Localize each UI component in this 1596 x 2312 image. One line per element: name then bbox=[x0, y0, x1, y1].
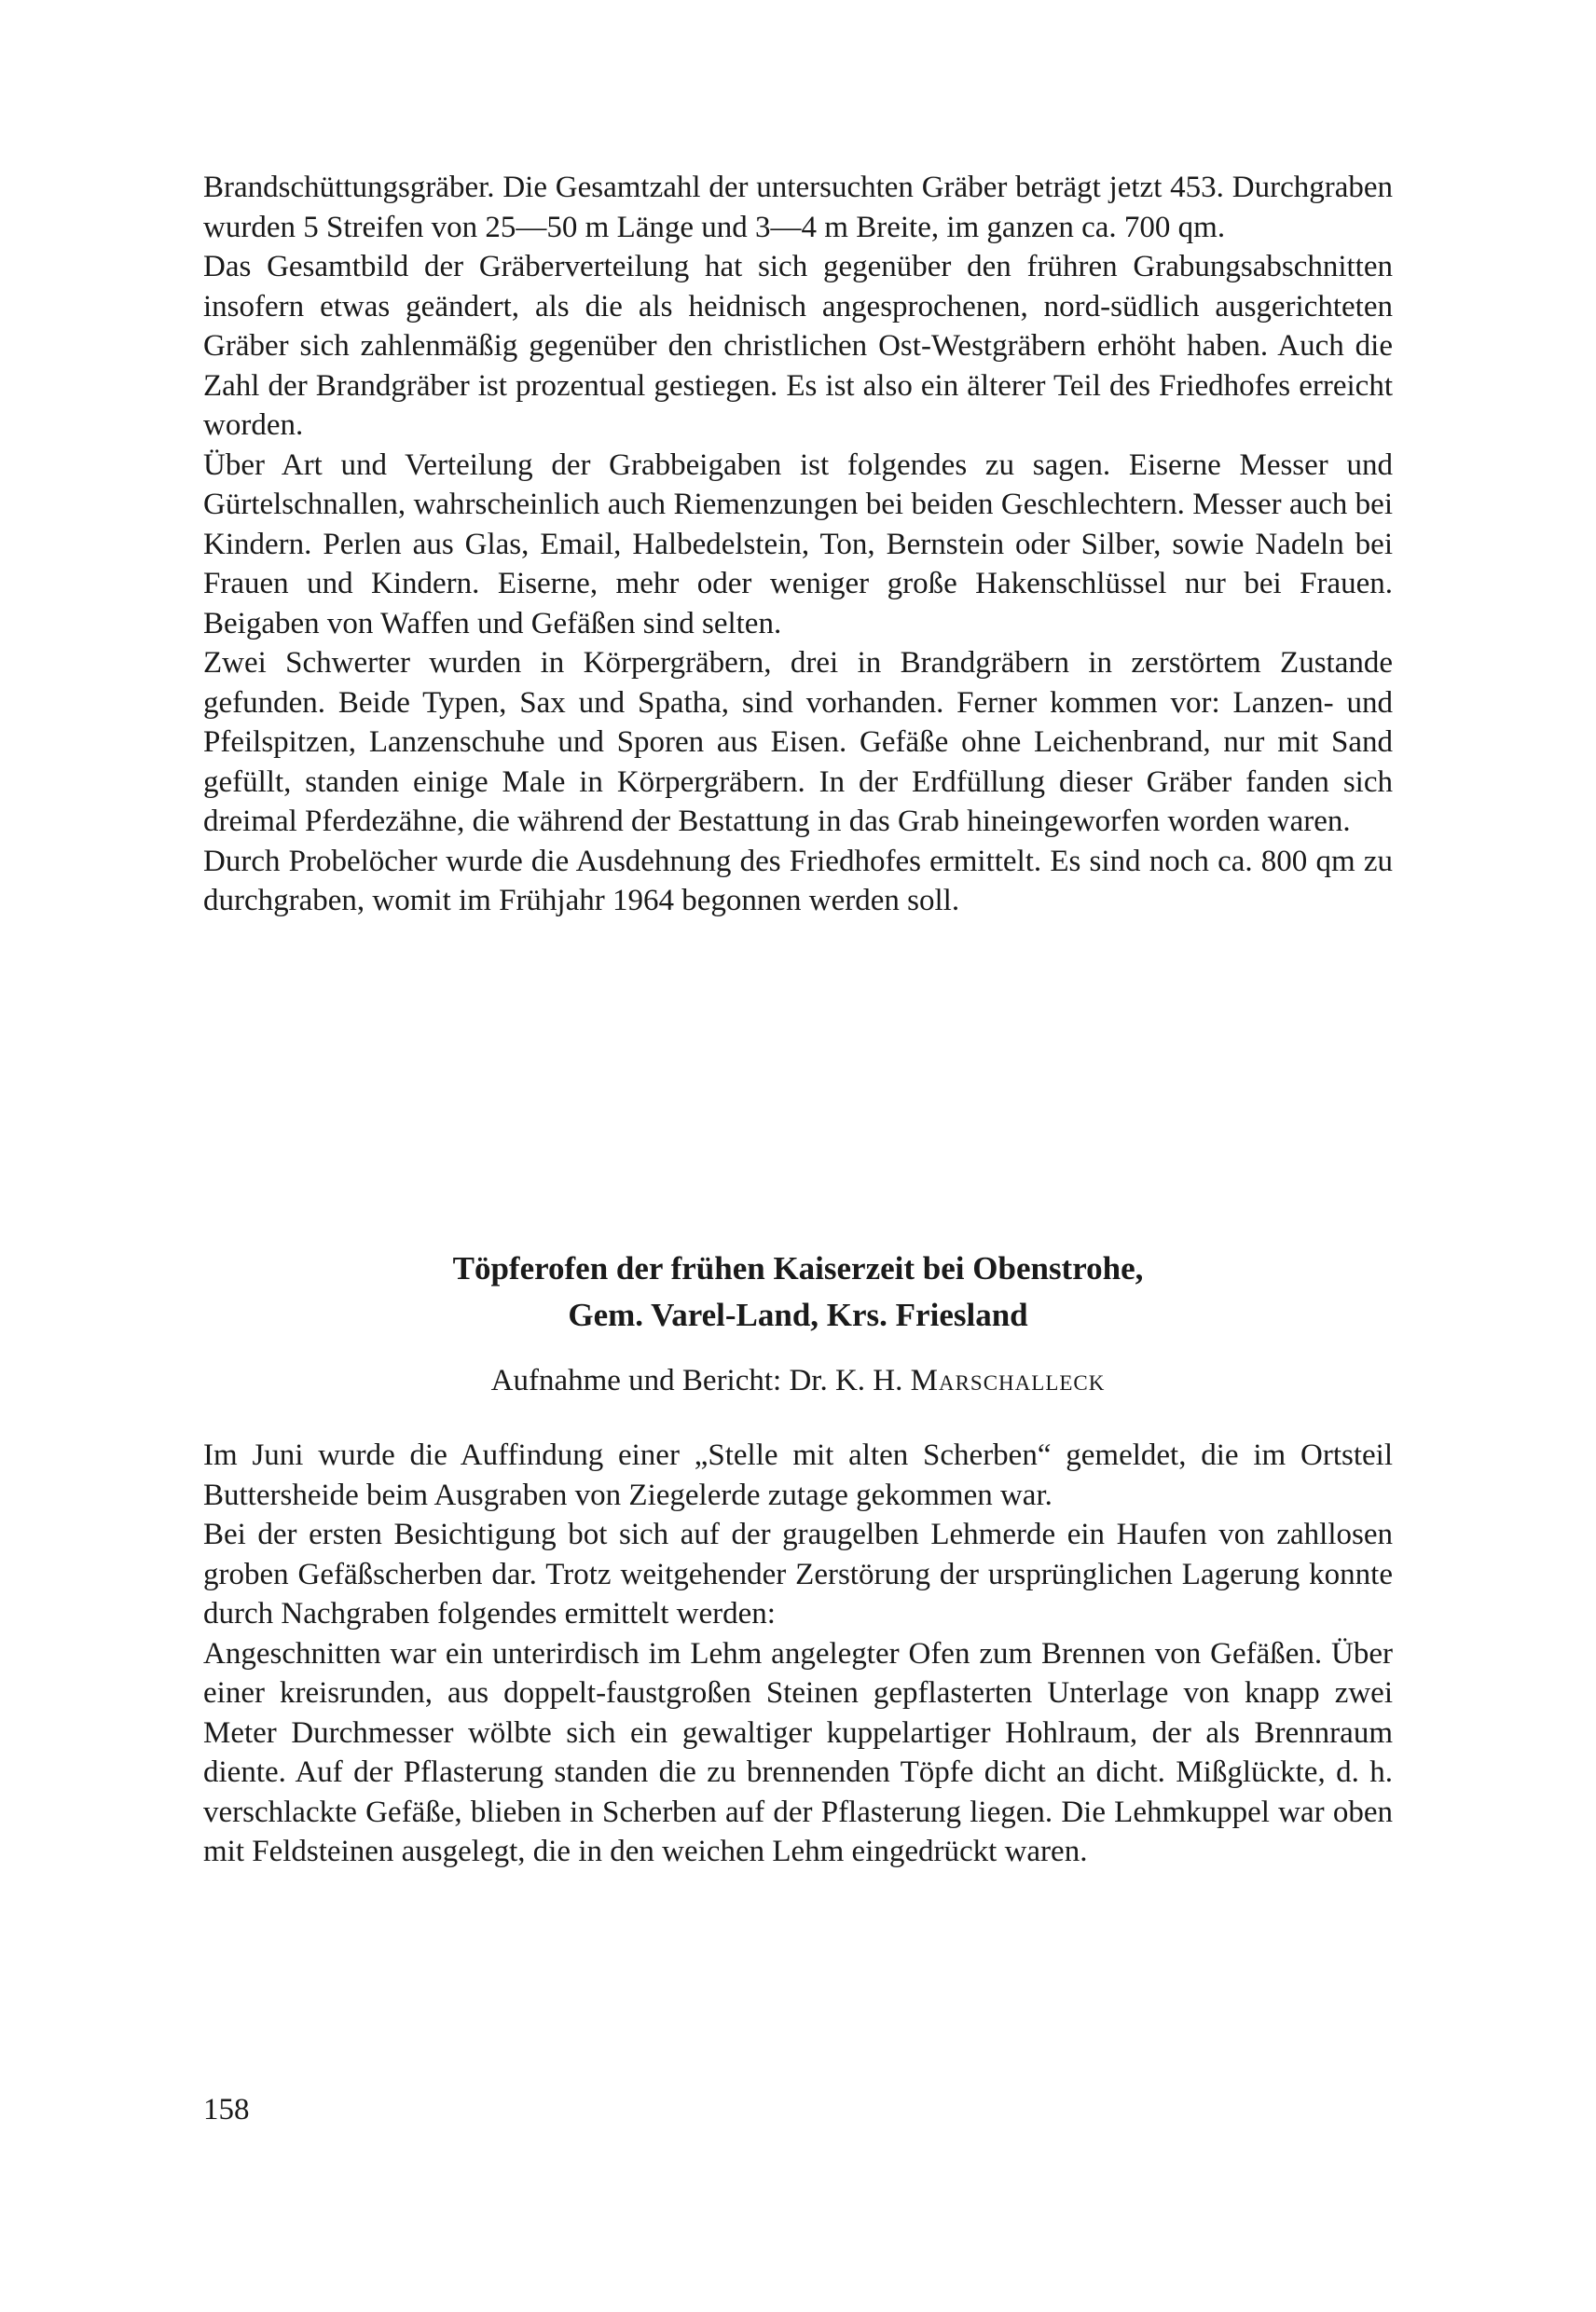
body-text-top bbox=[203, 168, 1393, 921]
paragraph: Durch Probelöcher wurde die Ausdehnung des Friedhofes ermittelt. Es sind noch ca. 800 qm zu durchgraben, womit im Frühjahr 1964 begonnen werden soll. bbox=[203, 844, 1393, 917]
byline-prefix: Aufnahme und Bericht: Dr. K. H. bbox=[490, 1364, 903, 1397]
paragraph: Angeschnitten war ein unterirdisch im Lehm angelegter Ofen zum Brennen von Gefäßen. Über einer kreisrunden, aus doppelt-faustgroßen Steinen gepflasterten Unterlage von knapp zwei Meter Durchmesser wölbte sich ein gewaltiger kuppelartiger Hohlraum, der als Brennraum diente. Auf der Pflasterung standen die zu brennenden Töpfe dicht an dicht. Mißglückte, d. h. verschlackte Gefäße, blieben in Scherben auf der Pflasterung liegen. Die Lehmkuppel war oben mit Feldsteinen ausgelegt, die in den weichen Lehm eingedrückt waren. bbox=[203, 1636, 1393, 1868]
section-heading bbox=[203, 1245, 1393, 1339]
paragraph: Im Juni wurde die Auffindung einer „Stelle mit alten Scherben“ gemeldet, die im Ortsteil Buttersheide beim Ausgraben von Ziegelerde zutage gekommen war. bbox=[203, 1438, 1393, 1512]
body-text-bottom bbox=[203, 1436, 1393, 1872]
section-heading-line: Gem. Varel-Land, Krs. Friesland bbox=[568, 1297, 1028, 1333]
paragraph: Das Gesamtbild der Gräberverteilung hat sich gegenüber den frühren Grabungsabschnitten insofern etwas geändert, als die als heidnisch angesprochenen, nord-südlich ausgerichteten Gräber sich zahlenmäßig gegenüber den christlichen Ost-Westgräbern erhöht haben. Auch die Zahl der Brandgräber ist prozentual gestiegen. Es ist also ein älterer Teil des Friedhofes erreicht worden. bbox=[203, 250, 1393, 442]
page-number: 158 bbox=[203, 2093, 250, 2126]
byline-author: Marschalleck bbox=[910, 1364, 1106, 1397]
paragraph: Brandschüttungsgräber. Die Gesamtzahl der untersuchten Gräber beträgt jetzt 453. Durchgraben wurden 5 Streifen von 25—50 m Länge und 3—4 m Breite, im ganzen ca. 700 qm. bbox=[203, 171, 1393, 244]
paragraph: Zwei Schwerter wurden in Körpergräbern, drei in Brandgräbern in zerstörtem Zustande gefunden. Beide Typen, Sax und Spatha, sind vorhanden. Ferner kommen vor: Lanzen- und Pfeilspitzen, Lanzenschuhe und Sporen aus Eisen. Gefäße ohne Leichenbrand, nur mit Sand gefüllt, standen einige Male in Körpergräbern. In der Erdfüllung dieser Gräber fanden sich dreimal Pferdezähne, die während der Bestattung in das Grab hineingeworfen worden waren. bbox=[203, 646, 1393, 838]
section-heading-line: Töpferofen der frühen Kaiserzeit bei Obenstrohe, bbox=[452, 1250, 1144, 1287]
byline bbox=[203, 1361, 1393, 1400]
paragraph: Über Art und Verteilung der Grabbeigaben ist folgendes zu sagen. Eiserne Messer und Gürtelschnallen, wahrscheinlich auch Riemenzungen bei beiden Geschlechtern. Messer auch bei Kindern. Perlen aus Glas, Email, Halbedelstein, Ton, Bernstein oder Silber, sowie Nadeln bei Frauen und Kindern. Eiserne, mehr oder weniger große Hakenschlüssel nur bei Frauen. Beigaben von Waffen und Gefäßen sind selten. bbox=[203, 447, 1393, 640]
paragraph: Bei der ersten Besichtigung bot sich auf der graugelben Lehmerde ein Haufen von zahllosen groben Gefäßscherben dar. Trotz weitgehender Zerstörung der ursprünglichen Lagerung konnte durch Nachgraben folgendes ermittelt werden: bbox=[203, 1518, 1393, 1631]
